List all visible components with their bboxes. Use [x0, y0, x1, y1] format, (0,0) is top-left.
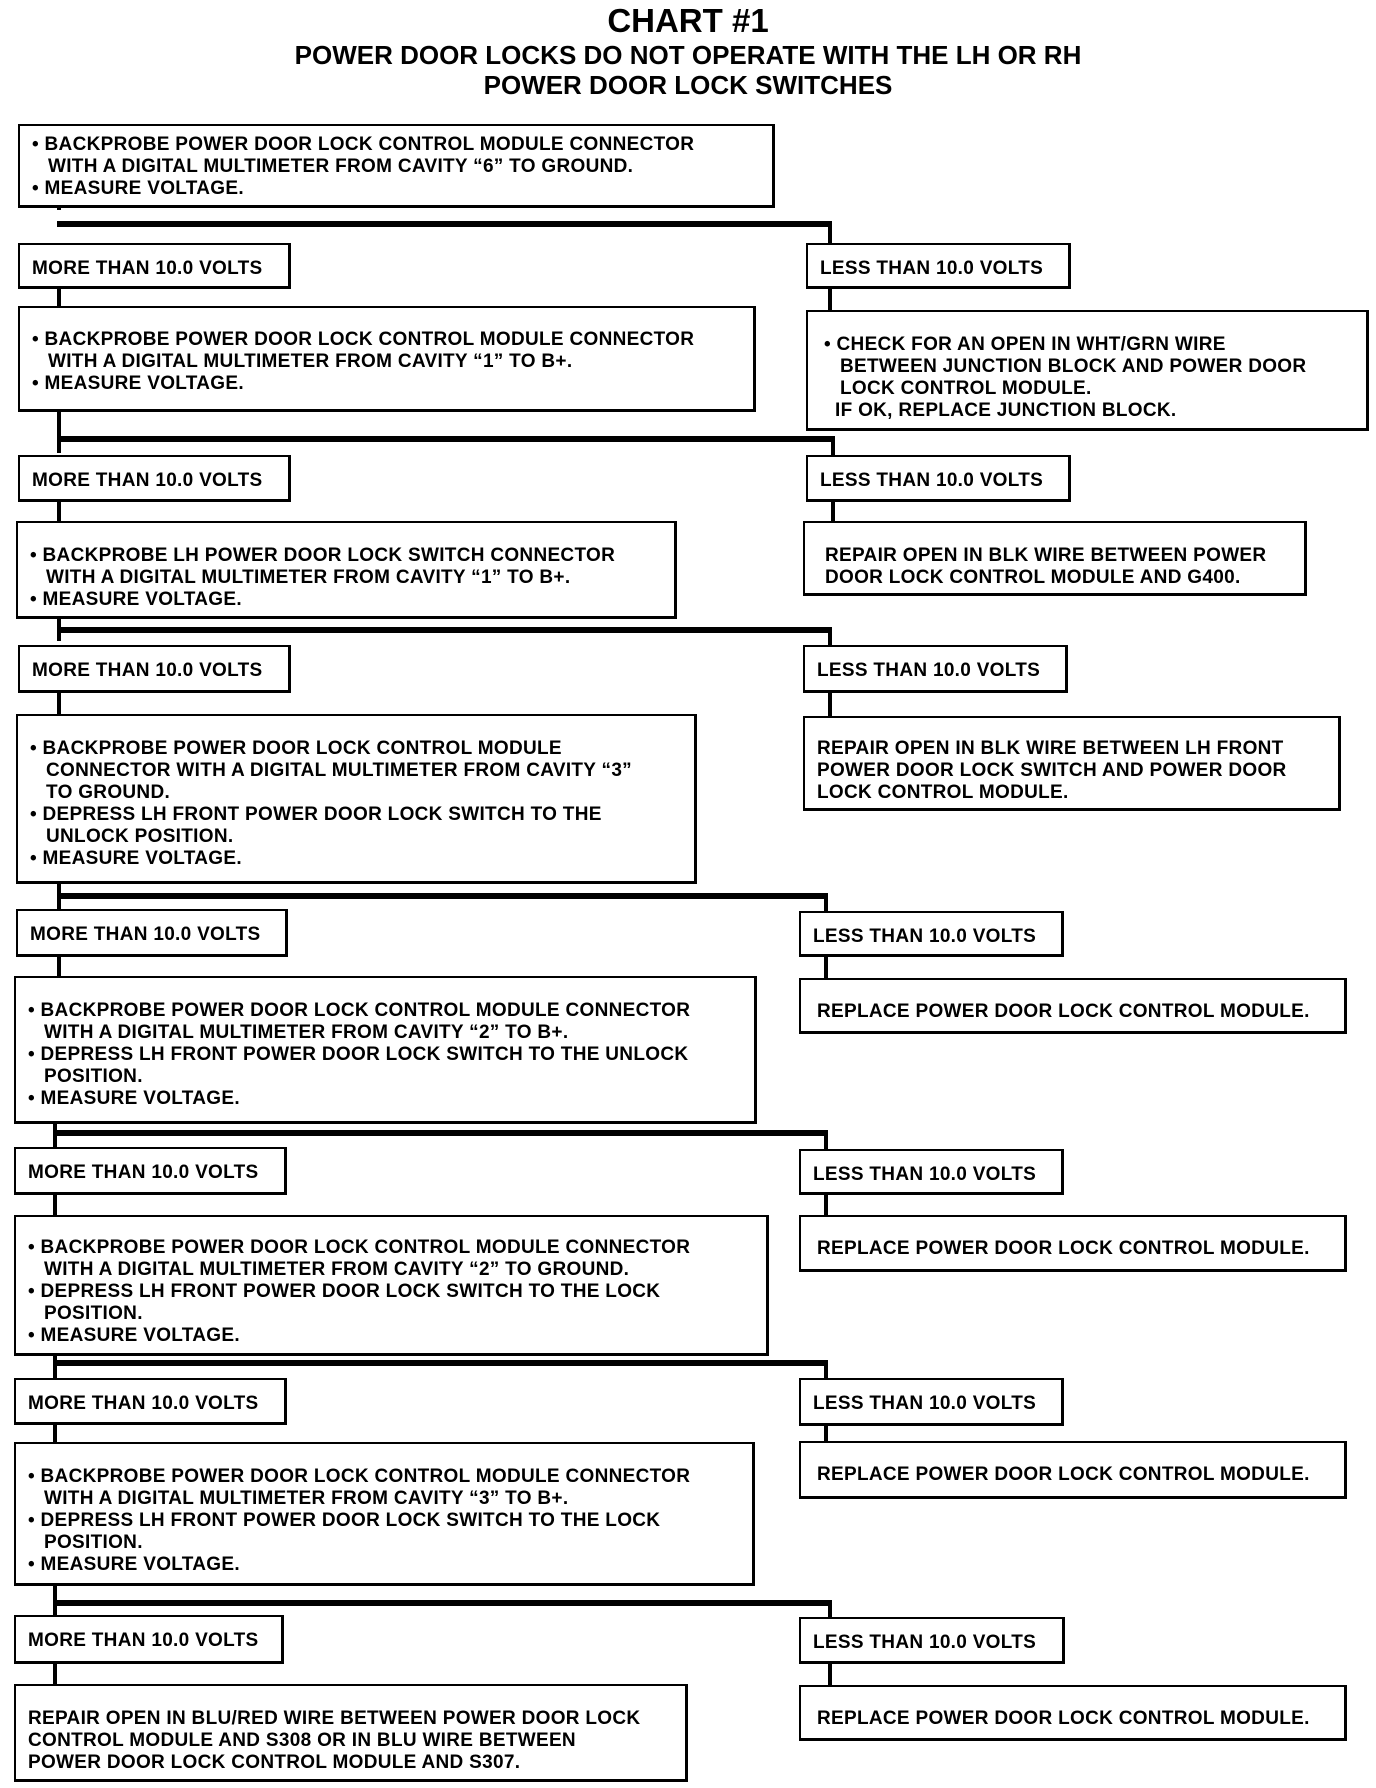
less-than-label: LESS THAN 10.0 VOLTS [806, 455, 1071, 502]
connector [53, 1423, 57, 1442]
connector [53, 1662, 57, 1684]
step-text: WITH A DIGITAL MULTIMETER FROM CAVITY “2” TO GROUND. [44, 1259, 630, 1280]
more-than-label: MORE THAN 10.0 VOLTS [18, 243, 291, 289]
less-than-label: LESS THAN 10.0 VOLTS [799, 1617, 1065, 1664]
step-box-3 [16, 521, 677, 619]
connector [828, 288, 832, 310]
result-box-7: REPLACE POWER DOOR LOCK CONTROL MODULE. [799, 1685, 1347, 1741]
result-text: LOCK CONTROL MODULE. [817, 782, 1069, 803]
less-than-label: LESS THAN 10.0 VOLTS [799, 1149, 1064, 1195]
step-text: • BACKPROBE POWER DOOR LOCK CONTROL MODULE CONNECTOR [28, 1000, 691, 1021]
connector [828, 693, 832, 716]
connector [824, 955, 828, 978]
connector [57, 221, 830, 227]
result-box-4: REPLACE POWER DOOR LOCK CONTROL MODULE. [799, 978, 1347, 1034]
result-text: BETWEEN JUNCTION BLOCK AND POWER DOOR [840, 356, 1307, 377]
connector [57, 410, 61, 453]
step-text: POSITION. [44, 1303, 143, 1324]
more-than-label: MORE THAN 10.0 VOLTS [14, 1378, 287, 1425]
connector [824, 893, 828, 911]
connector [57, 502, 61, 521]
result-text: DOOR LOCK CONTROL MODULE AND G400. [825, 567, 1241, 588]
connector [824, 1360, 828, 1378]
connector [824, 1424, 828, 1441]
step-text: REPAIR OPEN IN BLU/RED WIRE BETWEEN POWER DOOR LOCK [28, 1708, 641, 1729]
step-text: • DEPRESS LH FRONT POWER DOOR LOCK SWITCH TO THE LOCK [28, 1510, 661, 1531]
step-box-4 [16, 714, 697, 884]
result-box-2 [803, 521, 1307, 596]
connector [57, 955, 61, 976]
connector [53, 1193, 57, 1215]
connector [828, 1600, 832, 1617]
step-text: • MEASURE VOLTAGE. [28, 1325, 240, 1346]
step-text: • MEASURE VOLTAGE. [32, 373, 244, 394]
connector [828, 627, 832, 645]
result-box-6: REPLACE POWER DOOR LOCK CONTROL MODULE. [799, 1441, 1347, 1499]
connector [824, 1130, 828, 1149]
connector [57, 286, 61, 306]
connector [53, 1130, 826, 1136]
step-text: UNLOCK POSITION. [46, 826, 234, 847]
more-than-label: MORE THAN 10.0 VOLTS [14, 1147, 287, 1195]
more-than-label: MORE THAN 10.0 VOLTS [14, 1615, 284, 1664]
step-text: • BACKPROBE POWER DOOR LOCK CONTROL MODULE [30, 738, 562, 759]
step-text: • MEASURE VOLTAGE. [28, 1554, 240, 1575]
connector [53, 1360, 826, 1366]
connector [824, 1193, 828, 1215]
step-text: • BACKPROBE POWER DOOR LOCK CONTROL MODULE CONNECTOR [32, 329, 695, 350]
more-than-label: MORE THAN 10.0 VOLTS [18, 645, 291, 693]
step-text: • MEASURE VOLTAGE. [30, 848, 242, 869]
step-text: WITH A DIGITAL MULTIMETER FROM CAVITY “1” TO B+. [48, 351, 573, 372]
step-box-6 [14, 1215, 769, 1356]
chart-title: CHART #1 [607, 2, 769, 39]
result-text: REPAIR OPEN IN BLK WIRE BETWEEN LH FRONT [817, 738, 1284, 759]
connector [828, 221, 832, 243]
result-text: • CHECK FOR AN OPEN IN WHT/GRN WIRE [824, 334, 1226, 355]
final-repair-box [14, 1684, 688, 1782]
step-text: WITH A DIGITAL MULTIMETER FROM CAVITY “2” TO B+. [44, 1022, 569, 1043]
step-text: WITH A DIGITAL MULTIMETER FROM CAVITY “3” TO B+. [44, 1488, 569, 1509]
step-text: • DEPRESS LH FRONT POWER DOOR LOCK SWITCH TO THE UNLOCK [28, 1044, 689, 1065]
connector [831, 502, 835, 521]
connector [53, 1354, 57, 1378]
result-box-5: REPLACE POWER DOOR LOCK CONTROL MODULE. [799, 1215, 1347, 1272]
step-box-5 [14, 976, 757, 1124]
chart-subtitle-line-1: POWER DOOR LOCKS DO NOT OPERATE WITH THE LH OR RH [294, 40, 1082, 70]
step-text: WITH A DIGITAL MULTIMETER FROM CAVITY “1” TO B+. [46, 567, 571, 588]
step-text: • DEPRESS LH FRONT POWER DOOR LOCK SWITCH TO THE LOCK [28, 1281, 661, 1302]
step-box-2 [18, 306, 756, 412]
connector [831, 436, 835, 455]
step-box-7 [14, 1442, 755, 1586]
less-than-label: LESS THAN 10.0 VOLTS [806, 243, 1071, 289]
step-text: • BACKPROBE POWER DOOR LOCK CONTROL MODULE CONNECTOR [28, 1466, 691, 1487]
result-box-1 [806, 310, 1369, 431]
result-text: LOCK CONTROL MODULE. [840, 378, 1092, 399]
more-than-label: MORE THAN 10.0 VOLTS [18, 455, 291, 502]
result-text: REPAIR OPEN IN BLK WIRE BETWEEN POWER [825, 545, 1267, 566]
step-text: POSITION. [44, 1066, 143, 1087]
result-text: POWER DOOR LOCK SWITCH AND POWER DOOR [817, 760, 1287, 781]
step-text: • BACKPROBE POWER DOOR LOCK CONTROL MODULE CONNECTOR [28, 1237, 691, 1258]
step-text: • DEPRESS LH FRONT POWER DOOR LOCK SWITCH TO THE [30, 804, 602, 825]
connector [828, 1662, 832, 1685]
less-than-label: LESS THAN 10.0 VOLTS [799, 1378, 1064, 1426]
chart-subtitle-line-2: POWER DOOR LOCK SWITCHES [483, 70, 893, 100]
step-text: CONNECTOR WITH A DIGITAL MULTIMETER FROM CAVITY “3” [46, 760, 632, 781]
less-than-label: LESS THAN 10.0 VOLTS [799, 911, 1064, 957]
connector [53, 1600, 830, 1606]
less-than-label: LESS THAN 10.0 VOLTS [803, 645, 1068, 693]
result-text: IF OK, REPLACE JUNCTION BLOCK. [835, 400, 1177, 421]
step-text: TO GROUND. [46, 782, 171, 803]
step-text: POWER DOOR LOCK CONTROL MODULE AND S307. [28, 1752, 521, 1773]
step-text: • BACKPROBE POWER DOOR LOCK CONTROL MODULE CONNECTOR [32, 134, 695, 155]
step-text: • BACKPROBE LH POWER DOOR LOCK SWITCH CONNECTOR [30, 545, 616, 566]
step-text: CONTROL MODULE AND S308 OR IN BLU WIRE BETWEEN [28, 1730, 576, 1751]
connector [57, 691, 61, 714]
step-box-1 [18, 124, 775, 208]
step-text: • MEASURE VOLTAGE. [28, 1088, 240, 1109]
connector [57, 627, 830, 633]
connector [57, 436, 833, 442]
result-box-3 [803, 716, 1341, 811]
step-text: WITH A DIGITAL MULTIMETER FROM CAVITY “6” TO GROUND. [48, 156, 634, 177]
step-text: • MEASURE VOLTAGE. [30, 589, 242, 610]
step-text: • MEASURE VOLTAGE. [32, 178, 244, 199]
more-than-label: MORE THAN 10.0 VOLTS [16, 909, 288, 957]
step-text: POSITION. [44, 1532, 143, 1553]
connector [57, 893, 826, 899]
